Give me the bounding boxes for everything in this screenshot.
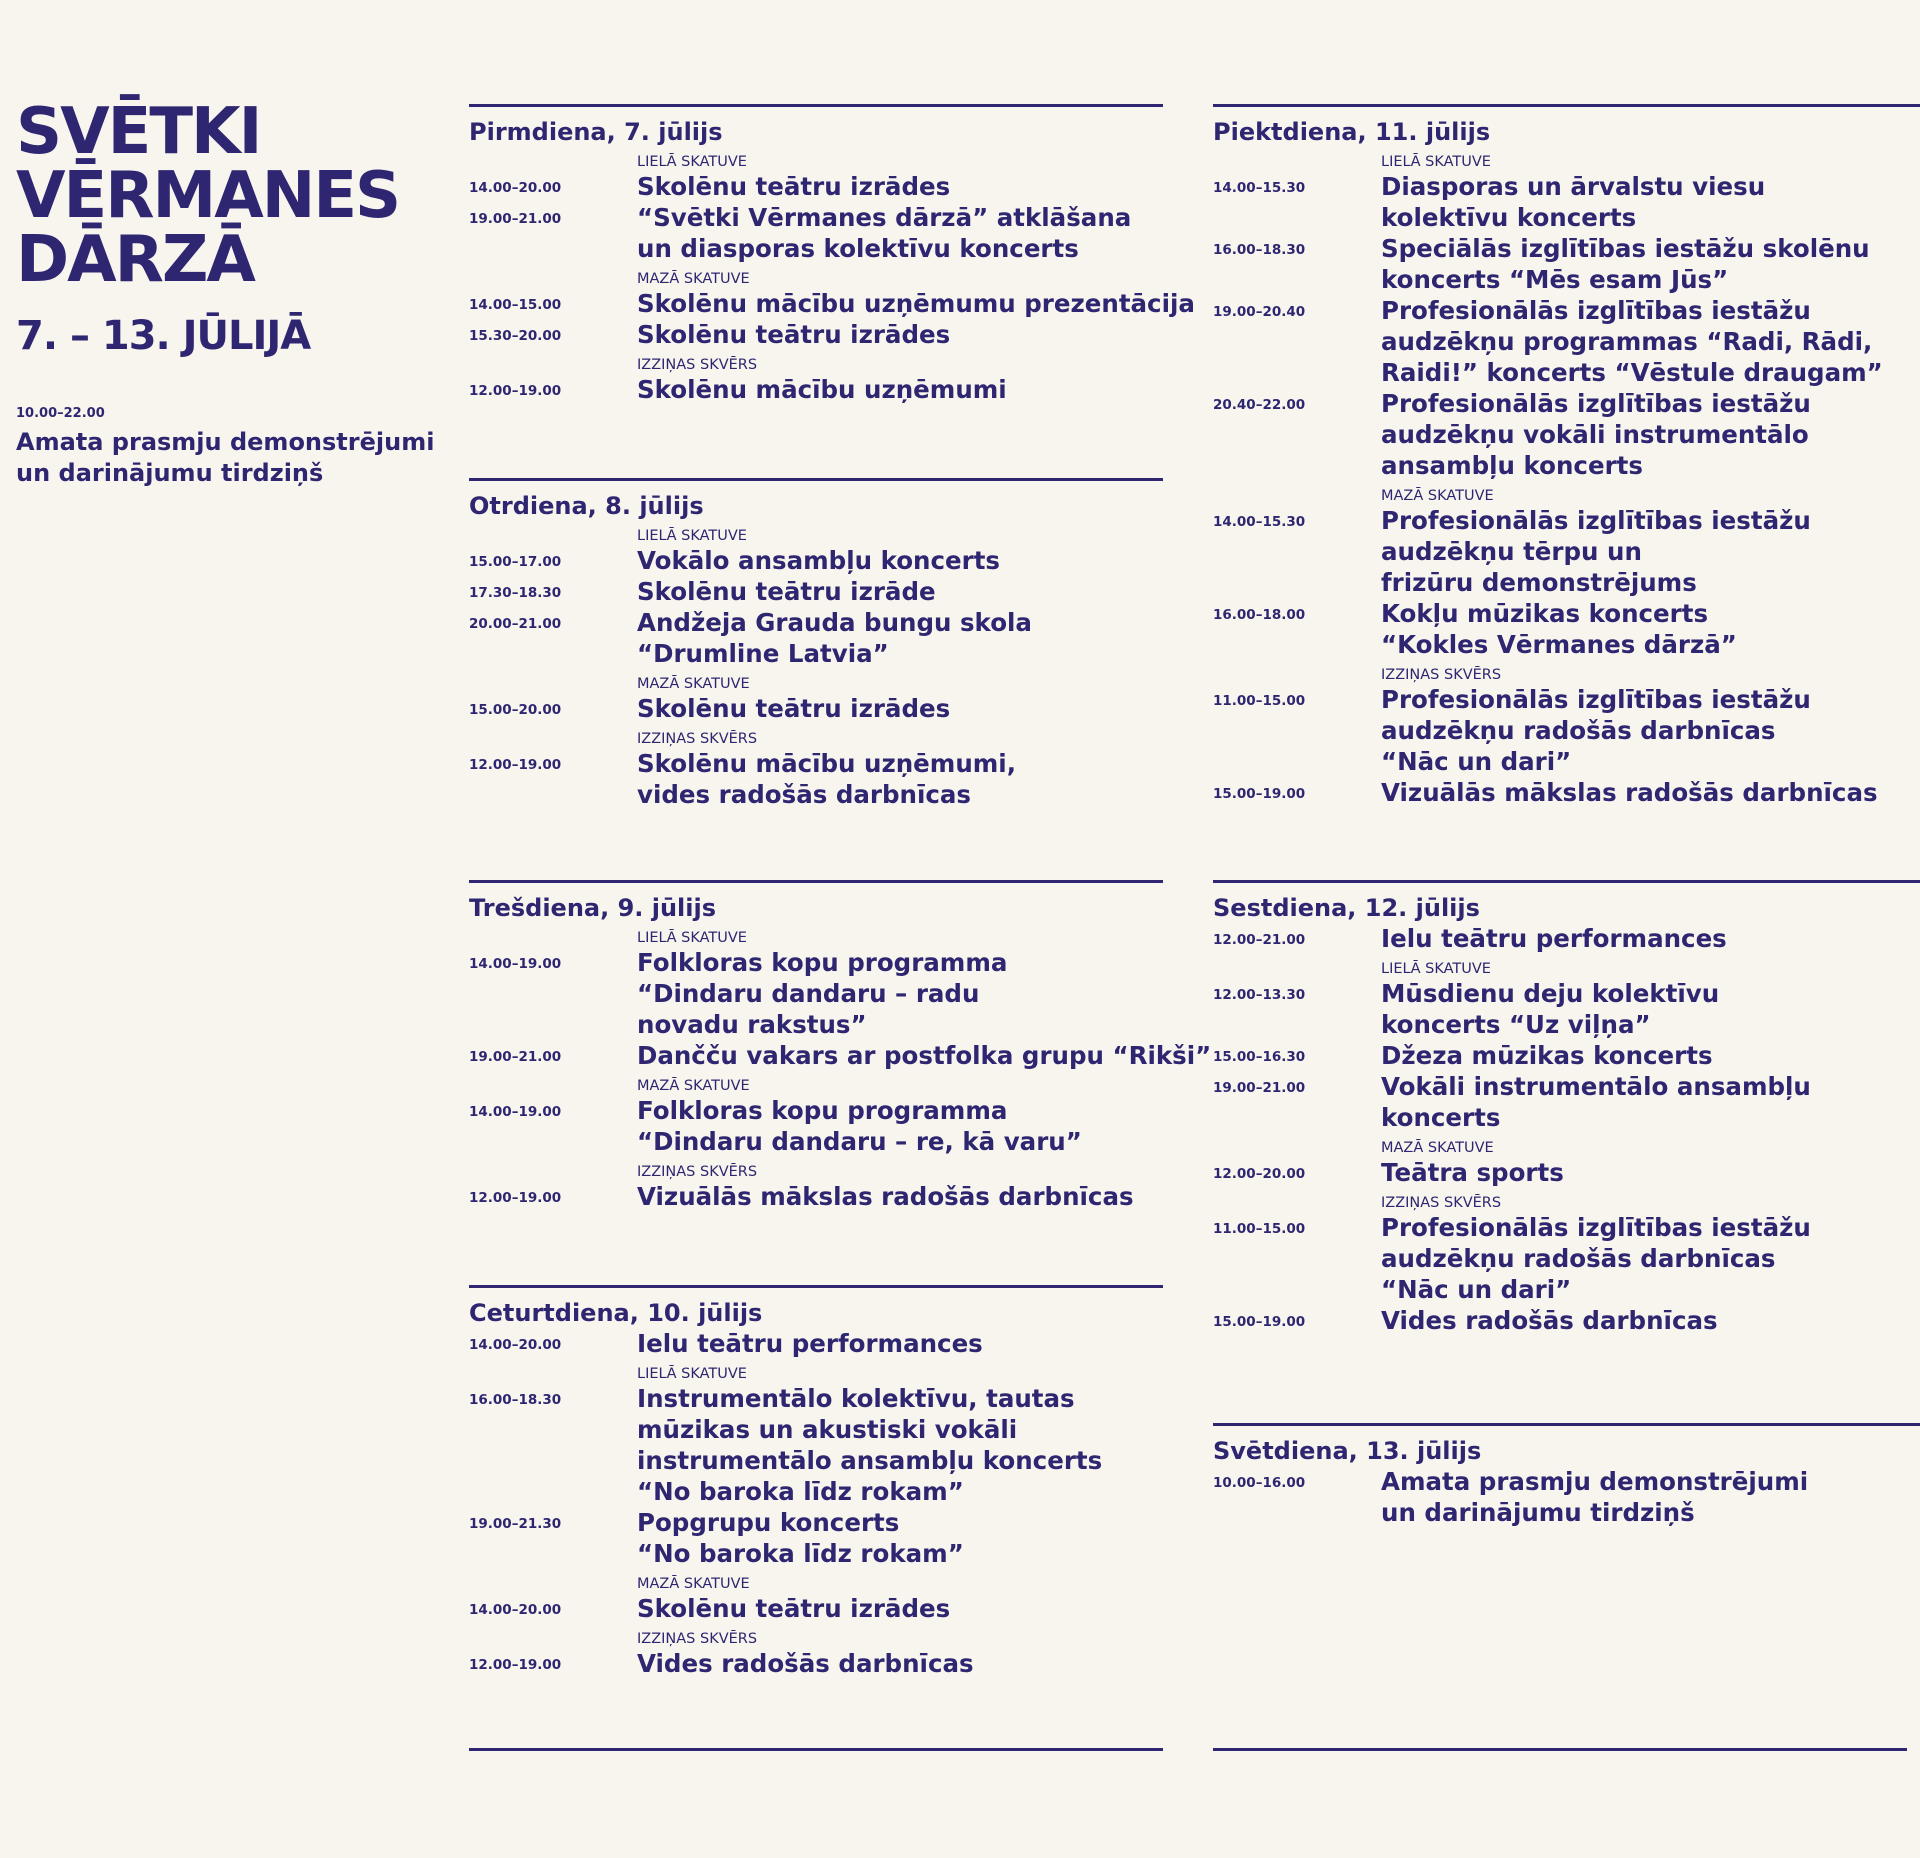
event-title bbox=[637, 1507, 964, 1569]
event-title bbox=[1381, 1466, 1808, 1528]
stage-label: IZZIŅAS SKVĒRS bbox=[637, 1631, 758, 1647]
event-title-line: “Kokles Vērmanes dārzā” bbox=[1381, 630, 1737, 659]
event-title-line: Ielu teātru performances bbox=[1381, 924, 1727, 953]
event-row bbox=[1213, 598, 1920, 660]
column-end-divider bbox=[469, 1748, 1163, 1751]
event-title bbox=[637, 545, 1000, 576]
event-title bbox=[1381, 233, 1870, 295]
event-row bbox=[1213, 1466, 1920, 1528]
event-time: 16.00–18.30 bbox=[469, 1392, 562, 1408]
day-title: Ceturtdiena, 10. jūlijs bbox=[469, 1299, 763, 1327]
day-title: Piektdiena, 11. jūlijs bbox=[1213, 118, 1491, 146]
event-time: 12.00–19.00 bbox=[469, 757, 562, 773]
event-row bbox=[469, 1383, 1163, 1507]
event-title bbox=[1381, 598, 1737, 660]
event-row bbox=[469, 171, 1163, 202]
event-row bbox=[1213, 505, 1920, 598]
event-title-line: “Dindaru dandaru – re, kā varu” bbox=[637, 1127, 1082, 1156]
stage-label: MAZĀ SKATUVE bbox=[637, 271, 750, 287]
event-row bbox=[469, 545, 1163, 576]
event-time: 15.00–17.00 bbox=[469, 554, 562, 570]
event-time: 16.00–18.30 bbox=[1213, 242, 1306, 258]
event-row bbox=[1213, 684, 1920, 777]
day-section bbox=[469, 1285, 1163, 1679]
event-title bbox=[637, 202, 1131, 264]
stage-label: IZZIŅAS SKVĒRS bbox=[1381, 667, 1502, 683]
event-title-line: Andžeja Grauda bungu skola bbox=[637, 608, 1032, 637]
event-row bbox=[1213, 978, 1920, 1040]
event-title-line: Skolēnu teātru izrādes bbox=[637, 320, 951, 349]
event-time: 14.00–15.30 bbox=[1213, 514, 1306, 530]
day-section bbox=[1213, 1423, 1920, 1528]
day-section bbox=[469, 880, 1212, 1212]
event-title-line: Skolēnu teātru izrādes bbox=[637, 172, 951, 201]
event-title-line: Skolēnu teātru izrādes bbox=[637, 1594, 951, 1623]
event-time: 16.00–18.00 bbox=[1213, 607, 1306, 623]
event-time: 12.00–19.00 bbox=[469, 1190, 562, 1206]
event-title-line: Skolēnu mācību uzņēmumi, bbox=[637, 749, 1016, 778]
event-time: 14.00–19.00 bbox=[469, 1104, 562, 1120]
event-title-line: mūzikas un akustiski vokāli bbox=[637, 1415, 1018, 1444]
event-title-line: koncerts bbox=[1381, 1103, 1501, 1132]
event-time: 15.00–19.00 bbox=[1213, 1314, 1306, 1330]
day-title: Otrdiena, 8. jūlijs bbox=[469, 492, 704, 520]
day-section bbox=[469, 478, 1163, 810]
event-title-line: Kokļu mūzikas koncerts bbox=[1381, 599, 1709, 628]
event-title-line: “Svētki Vērmanes dārzā” atklāšana bbox=[637, 203, 1132, 232]
event-title-line: Diasporas un ārvalstu viesu bbox=[1381, 172, 1766, 201]
event-title bbox=[637, 171, 950, 202]
event-row bbox=[469, 693, 1163, 724]
festival-header bbox=[16, 95, 436, 489]
event-row bbox=[469, 1328, 1163, 1359]
stage-label: IZZIŅAS SKVĒRS bbox=[637, 731, 758, 747]
event-title bbox=[637, 607, 1032, 669]
event-title bbox=[1381, 978, 1719, 1040]
day-title: Sestdiena, 12. jūlijs bbox=[1213, 894, 1480, 922]
event-title-line: Folkloras kopu programma bbox=[637, 948, 1008, 977]
day-title: Svētdiena, 13. jūlijs bbox=[1213, 1437, 1482, 1465]
event-title bbox=[1381, 923, 1727, 954]
event-title bbox=[1381, 684, 1811, 777]
event-title-line: Džeza mūzikas koncerts bbox=[1381, 1041, 1713, 1070]
event-title-line: novadu rakstus” bbox=[637, 1010, 867, 1039]
event-title-line: “Nāc un dari” bbox=[1381, 747, 1572, 776]
event-row bbox=[1213, 1157, 1920, 1188]
event-title-line: Ielu teātru performances bbox=[637, 1329, 983, 1358]
event-title-line: “Drumline Latvia” bbox=[637, 639, 889, 668]
event-title bbox=[637, 947, 1007, 1040]
festival-title bbox=[16, 95, 436, 297]
event-time: 15.00–16.30 bbox=[1213, 1049, 1306, 1065]
event-time: 19.00–21.30 bbox=[469, 1516, 562, 1532]
event-title-line: Instrumentālo kolektīvu, tautas bbox=[637, 1384, 1075, 1413]
column-end-divider bbox=[1213, 1748, 1907, 1751]
event-title-line: koncerts “Mēs esam Jūs” bbox=[1381, 265, 1729, 294]
event-row bbox=[1213, 388, 1920, 481]
event-time: 19.00–20.40 bbox=[1213, 304, 1306, 320]
event-time: 20.40–22.00 bbox=[1213, 397, 1306, 413]
event-time: 17.30–18.30 bbox=[469, 585, 562, 601]
event-time: 10.00–16.00 bbox=[1213, 1475, 1306, 1491]
stage-label: LIELĀ SKATUVE bbox=[1381, 961, 1491, 977]
event-row bbox=[469, 576, 1163, 607]
event-row bbox=[469, 1095, 1163, 1157]
event-title-line: Skolēnu teātru izrādes bbox=[637, 694, 951, 723]
event-title-line: Vokālo ansambļu koncerts bbox=[637, 546, 1000, 575]
event-title-line: vides radošās darbnīcas bbox=[637, 780, 972, 809]
event-title-line: Folkloras kopu programma bbox=[637, 1096, 1008, 1125]
event-title bbox=[1381, 388, 1811, 481]
event-row bbox=[469, 1507, 1163, 1569]
title-line: SVĒTKI bbox=[16, 95, 261, 169]
title-line: DĀRZĀ bbox=[16, 223, 254, 297]
event-title-line: frizūru demonstrējums bbox=[1381, 568, 1697, 597]
day-title: Pirmdiena, 7. jūlijs bbox=[469, 118, 723, 146]
event-title bbox=[1381, 777, 1878, 808]
event-row bbox=[1213, 1071, 1920, 1133]
stage-label: MAZĀ SKATUVE bbox=[637, 1078, 750, 1094]
event-title bbox=[637, 319, 950, 350]
event-title bbox=[637, 693, 950, 724]
event-title-line: kolektīvu koncerts bbox=[1381, 203, 1637, 232]
event-title bbox=[637, 374, 1007, 405]
event-row bbox=[1213, 1305, 1920, 1336]
event-time: 14.00–19.00 bbox=[469, 956, 562, 972]
event-time: 12.00–21.00 bbox=[1213, 932, 1306, 948]
event-time: 19.00–21.00 bbox=[1213, 1080, 1306, 1096]
stage-label: IZZIŅAS SKVĒRS bbox=[1381, 1195, 1502, 1211]
event-title-line: Vides radošās darbnīcas bbox=[637, 1649, 974, 1678]
event-title bbox=[637, 1593, 950, 1624]
event-title bbox=[637, 1328, 983, 1359]
event-row bbox=[469, 947, 1163, 1040]
event-title bbox=[637, 1095, 1082, 1157]
stage-label: IZZIŅAS SKVĒRS bbox=[637, 357, 758, 373]
daily-event bbox=[16, 427, 436, 489]
day-section bbox=[1213, 880, 1920, 1336]
event-time: 12.00–13.30 bbox=[1213, 987, 1306, 1003]
event-title-line: Skolēnu teātru izrāde bbox=[637, 577, 936, 606]
event-title-line: “No baroka līdz rokam” bbox=[637, 1539, 964, 1568]
daily-event-line: un darinājumu tirdziņš bbox=[16, 459, 324, 487]
stage-label: LIELĀ SKATUVE bbox=[637, 154, 747, 170]
event-title-line: Vizuālās mākslas radošās darbnīcas bbox=[1381, 778, 1878, 807]
event-title-line: ansambļu koncerts bbox=[1381, 451, 1643, 480]
event-title bbox=[1381, 1071, 1811, 1133]
event-title-line: “No baroka līdz rokam” bbox=[637, 1477, 964, 1506]
stage-label: MAZĀ SKATUVE bbox=[637, 676, 750, 692]
event-title-line: Dančču vakars ar postfolka grupu “Rikši” bbox=[637, 1041, 1212, 1070]
event-time: 12.00–20.00 bbox=[1213, 1166, 1306, 1182]
event-row bbox=[469, 374, 1163, 405]
event-time: 11.00–15.00 bbox=[1213, 693, 1306, 709]
event-time: 14.00–20.00 bbox=[469, 180, 562, 196]
event-row bbox=[1213, 171, 1920, 233]
event-row bbox=[469, 202, 1163, 264]
event-title-line: Vides radošās darbnīcas bbox=[1381, 1306, 1718, 1335]
event-title-line: audzēkņu radošās darbnīcas bbox=[1381, 1244, 1776, 1273]
event-title-line: Skolēnu mācību uzņēmumu prezentācija bbox=[637, 289, 1195, 318]
event-title-line: Amata prasmju demonstrējumi bbox=[1381, 1467, 1809, 1496]
event-time: 12.00–19.00 bbox=[469, 383, 562, 399]
day-section bbox=[1213, 104, 1920, 808]
event-title-line: Teātra sports bbox=[1381, 1158, 1564, 1187]
event-row bbox=[469, 1040, 1212, 1071]
stage-label: LIELĀ SKATUVE bbox=[637, 528, 747, 544]
event-title-line: Raidi!” koncerts “Vēstule draugam” bbox=[1381, 358, 1883, 387]
event-row bbox=[1213, 1212, 1920, 1305]
stage-label: LIELĀ SKATUVE bbox=[637, 930, 747, 946]
event-title-line: Profesionālās izglītības iestāžu bbox=[1381, 296, 1811, 325]
event-title bbox=[637, 748, 1016, 810]
event-title-line: audzēkņu vokāli instrumentālo bbox=[1381, 420, 1809, 449]
event-title bbox=[1381, 1040, 1713, 1071]
event-row bbox=[469, 607, 1163, 669]
event-row bbox=[469, 1593, 1163, 1624]
stage-label: MAZĀ SKATUVE bbox=[637, 1576, 750, 1592]
event-title-line: un diasporas kolektīvu koncerts bbox=[637, 234, 1079, 263]
event-title-line: Profesionālās izglītības iestāžu bbox=[1381, 1213, 1811, 1242]
event-title bbox=[637, 1040, 1211, 1071]
event-row bbox=[469, 1181, 1163, 1212]
stage-label: IZZIŅAS SKVĒRS bbox=[637, 1164, 758, 1180]
event-time: 15.30–20.00 bbox=[469, 328, 562, 344]
day-title: Trešdiena, 9. jūlijs bbox=[469, 894, 717, 922]
event-title-line: audzēkņu radošās darbnīcas bbox=[1381, 716, 1776, 745]
event-row bbox=[1213, 295, 1920, 388]
festival-dates: 7. – 13. JŪLIJĀ bbox=[16, 313, 311, 359]
event-time: 14.00–20.00 bbox=[469, 1602, 562, 1618]
stage-label: MAZĀ SKATUVE bbox=[1381, 488, 1494, 504]
event-row bbox=[1213, 233, 1920, 295]
event-title-line: audzēkņu tērpu un bbox=[1381, 537, 1642, 566]
event-title-line: Vizuālās mākslas radošās darbnīcas bbox=[637, 1182, 1134, 1211]
daily-event-line: Amata prasmju demonstrējumi bbox=[16, 428, 435, 456]
event-title bbox=[1381, 171, 1765, 233]
event-title bbox=[637, 576, 936, 607]
event-row bbox=[469, 288, 1195, 319]
event-title-line: Popgrupu koncerts bbox=[637, 1508, 900, 1537]
event-row bbox=[469, 319, 1163, 350]
event-title bbox=[637, 1181, 1134, 1212]
event-title bbox=[637, 288, 1195, 319]
event-title bbox=[637, 1648, 974, 1679]
event-title-line: audzēkņu programmas “Radi, Rādi, bbox=[1381, 327, 1873, 356]
event-time: 19.00–21.00 bbox=[469, 211, 562, 227]
event-row bbox=[469, 748, 1163, 810]
event-row bbox=[1213, 1040, 1920, 1071]
event-time: 19.00–21.00 bbox=[469, 1049, 562, 1065]
event-title-line: Profesionālās izglītības iestāžu bbox=[1381, 506, 1811, 535]
event-time: 14.00–20.00 bbox=[469, 1337, 562, 1353]
event-time: 14.00–15.30 bbox=[1213, 180, 1306, 196]
event-row bbox=[1213, 923, 1920, 954]
event-title bbox=[1381, 1157, 1564, 1188]
event-row bbox=[469, 1648, 1163, 1679]
event-time: 11.00–15.00 bbox=[1213, 1221, 1306, 1237]
event-title-line: “Dindaru dandaru – radu bbox=[637, 979, 980, 1008]
event-title bbox=[1381, 505, 1811, 598]
event-title-line: Profesionālās izglītības iestāžu bbox=[1381, 685, 1811, 714]
event-title bbox=[1381, 1305, 1718, 1336]
event-row bbox=[1213, 777, 1920, 808]
stage-label: LIELĀ SKATUVE bbox=[637, 1366, 747, 1382]
event-title bbox=[1381, 1212, 1811, 1305]
day-section bbox=[469, 104, 1195, 405]
event-time: 14.00–15.00 bbox=[469, 297, 562, 313]
stage-label: MAZĀ SKATUVE bbox=[1381, 1140, 1494, 1156]
event-time: 12.00–19.00 bbox=[469, 1657, 562, 1673]
event-time: 15.00–19.00 bbox=[1213, 786, 1306, 802]
event-title-line: instrumentālo ansambļu koncerts bbox=[637, 1446, 1103, 1475]
event-title-line: Skolēnu mācību uzņēmumi bbox=[637, 375, 1007, 404]
event-title bbox=[637, 1383, 1102, 1507]
daily-time: 10.00–22.00 bbox=[16, 406, 105, 421]
stage-label: LIELĀ SKATUVE bbox=[1381, 154, 1491, 170]
event-title bbox=[1381, 295, 1883, 388]
event-title-line: koncerts “Uz viļņa” bbox=[1381, 1010, 1651, 1039]
title-line: VĒRMANES bbox=[16, 159, 400, 233]
event-title-line: Mūsdienu deju kolektīvu bbox=[1381, 979, 1720, 1008]
event-time: 20.00–21.00 bbox=[469, 616, 562, 632]
event-title-line: Vokāli instrumentālo ansambļu bbox=[1381, 1072, 1811, 1101]
event-time: 15.00–20.00 bbox=[469, 702, 562, 718]
event-title-line: Profesionālās izglītības iestāžu bbox=[1381, 389, 1811, 418]
event-title-line: “Nāc un dari” bbox=[1381, 1275, 1572, 1304]
event-title-line: Speciālās izglītības iestāžu skolēnu bbox=[1381, 234, 1870, 263]
event-title-line: un darinājumu tirdziņš bbox=[1381, 1498, 1695, 1527]
